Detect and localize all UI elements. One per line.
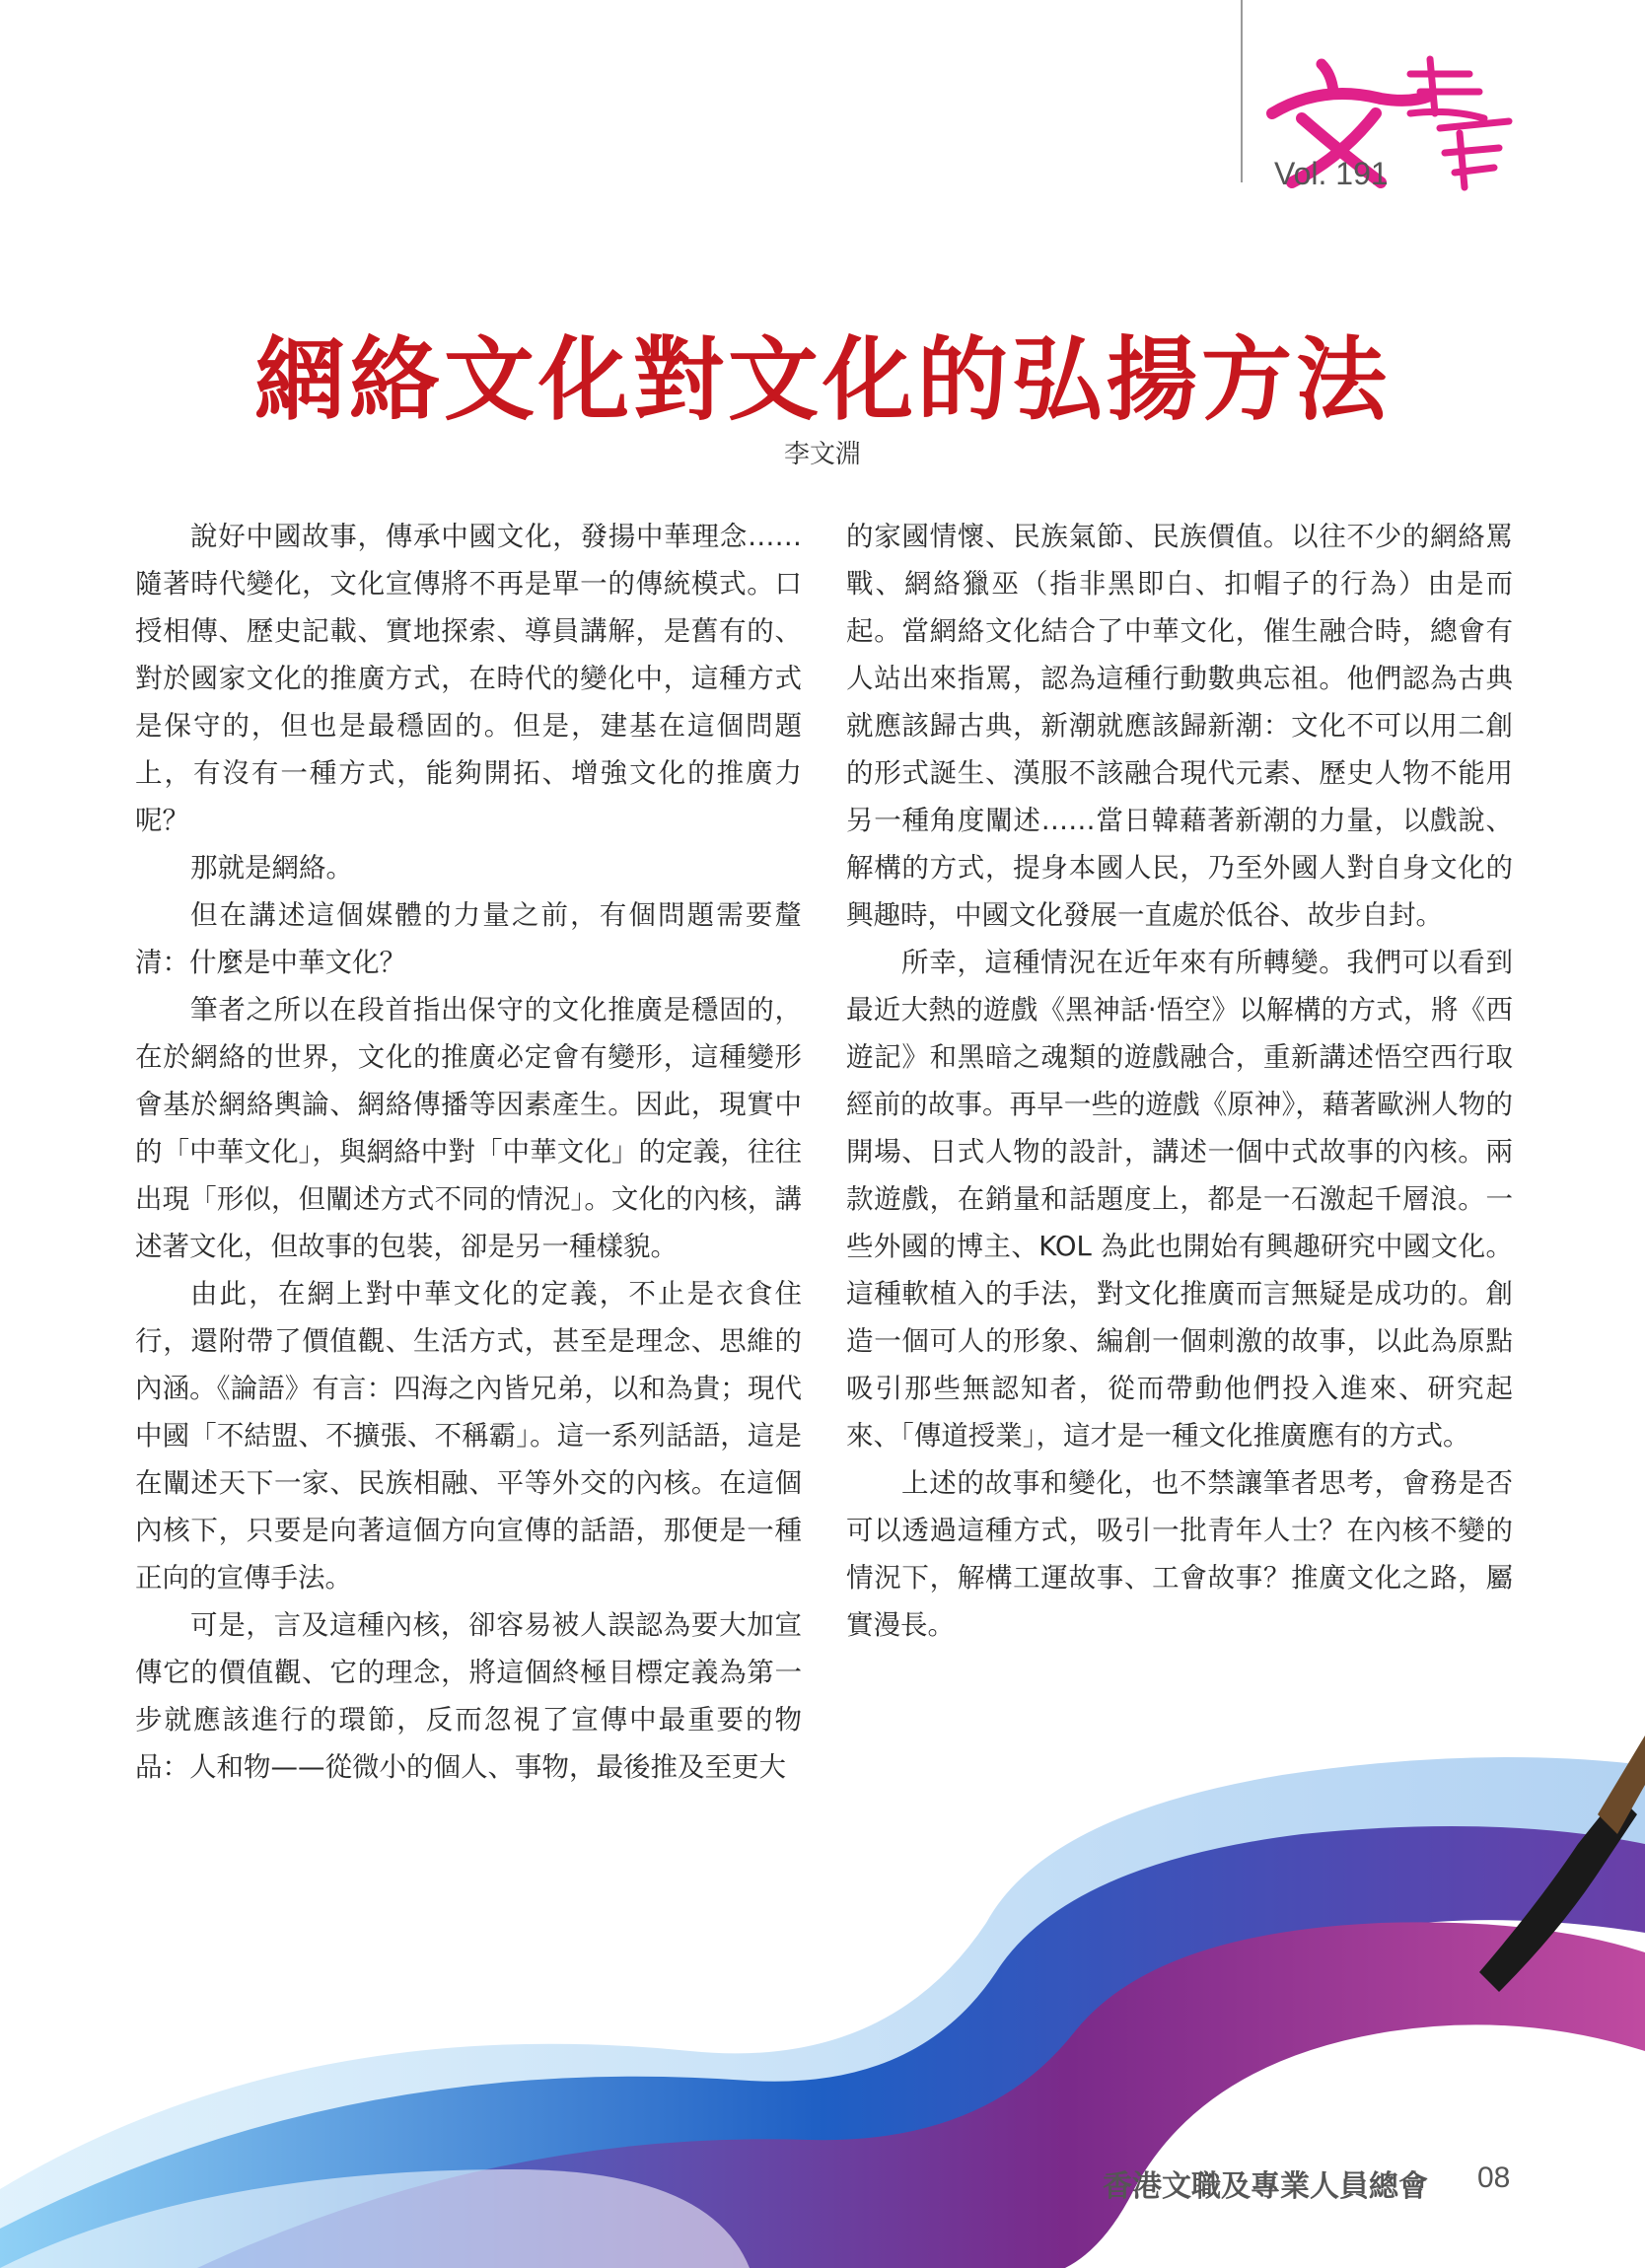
paragraph: 那就是網絡。 (190, 852, 353, 884)
paragraph: 上述的故事和變化，也不禁讓筆者思考，會務是否可以透過這種方式，吸引一批青年人士？在內核不變的情況下，解構工運故事、工會故事？推廣文化之路，屬實漫長。 (846, 1467, 1513, 1641)
paragraph: 所幸，這種情況在近年來有所轉變。我們可以看到最近大熱的遊戲《黑神話·悟空》以解構的方式，將《西遊記》和黑暗之魂類的遊戲融合，重新講述悟空西行取經前的故事。再早一些的遊戲《原神》，藉著歐洲人物的開場、日式人物的設計，講述一個中式故事的內核。兩款遊戲，在銷量和話題度上，都是一石激起千層浪。一些外國的博主、KOL 為此也開始有興趣研究中國文化。這種軟植入的手法，對文化推廣而言無疑是成功的。創造一個可人的形象、編創一個刺激的故事，以此為原點吸引那些無認知者，從而帶動他們投入進來、研究起來、「傳道授業」，這才是一種文化推廣應有的方式。 (846, 947, 1513, 1452)
article-author: 李文淵 (783, 440, 861, 469)
paragraph: 的家國情懷、民族氣節、民族價值。以往不少的網絡罵戰、網絡獵巫（指非黑即白、扣帽子的行為）由是而起。當網絡文化結合了中華文化，催生融合時，總會有人站出來指罵，認為這種行動數典忘祖。他們認為古典就應該歸古典，新潮就應該歸新潮：文化不可以用二創的形式誕生、漢服不該融合現代元素、歷史人物不能用另一種角度闡述……當日韓藉著新潮的力量，以戲說、解構的方式，提身本國人民，乃至外國人對自身文化的興趣時，中國文化發展一直處於低谷、故步自封。 (846, 521, 1513, 931)
left-column (135, 513, 802, 1791)
footer-organization: 香港文職及專業人員總會 (1103, 2169, 1428, 2204)
paragraph: 由此，在網上對中華文化的定義，不止是衣食住行，還附帶了價值觀、生活方式，甚至是理念、思維的內涵。《論語》有言：四海之內皆兄弟，以和為貴；現代中國「不結盟、不擴張、不稱霸」。這一系列話語，這是在闡述天下一家、民族相融、平等外交的內核。在這個內核下，只要是向著這個方向宣傳的話語，那便是一種正向的宣傳手法。 (135, 1278, 802, 1594)
paragraph: 說好中國故事，傳承中國文化，發揚中華理念……隨著時代變化，文化宣傳將不再是單一的傳統模式。口授相傳、歷史記載、實地探索、導員講解，是舊有的、對於國家文化的推廣方式，在時代的變化中，這種方式是保守的，但也是最穩固的。但是，建基在這個問題上，有沒有一種方式，能夠開拓、增強文化的推廣力呢？ (135, 521, 802, 836)
right-column (846, 513, 1513, 1649)
paragraph: 但在講述這個媒體的力量之前，有個問題需要釐清：什麼是中華文化？ (135, 899, 802, 978)
paragraph: 筆者之所以在段首指出保守的文化推廣是穩固的，在於網絡的世界，文化的推廣必定會有變形，這種變形會基於網絡輿論、網絡傳播等因素產生。因此，現實中的「中華文化」，與網絡中對「中華文化」的定義，往往出現「形似，但闡述方式不同的情況」。文化的內核，講述著文化，但故事的包裝，卻是另一種樣貌。 (135, 994, 802, 1262)
page-number: 08 (1477, 2162, 1511, 2194)
paragraph: 可是，言及這種內核，卻容易被人誤認為要大加宣傳它的價值觀、它的理念，將這個終極目標定義為第一步就應該進行的環節，反而忽視了宣傳中最重要的物品：人和物——從微小的個人、事物，最後推及至更大 (135, 1609, 802, 1783)
header-divider-line (1241, 0, 1243, 182)
volume-number: Vol. 191 (1274, 156, 1389, 191)
article-title: 網絡文化對文化的弘揚方法 (253, 327, 1391, 433)
